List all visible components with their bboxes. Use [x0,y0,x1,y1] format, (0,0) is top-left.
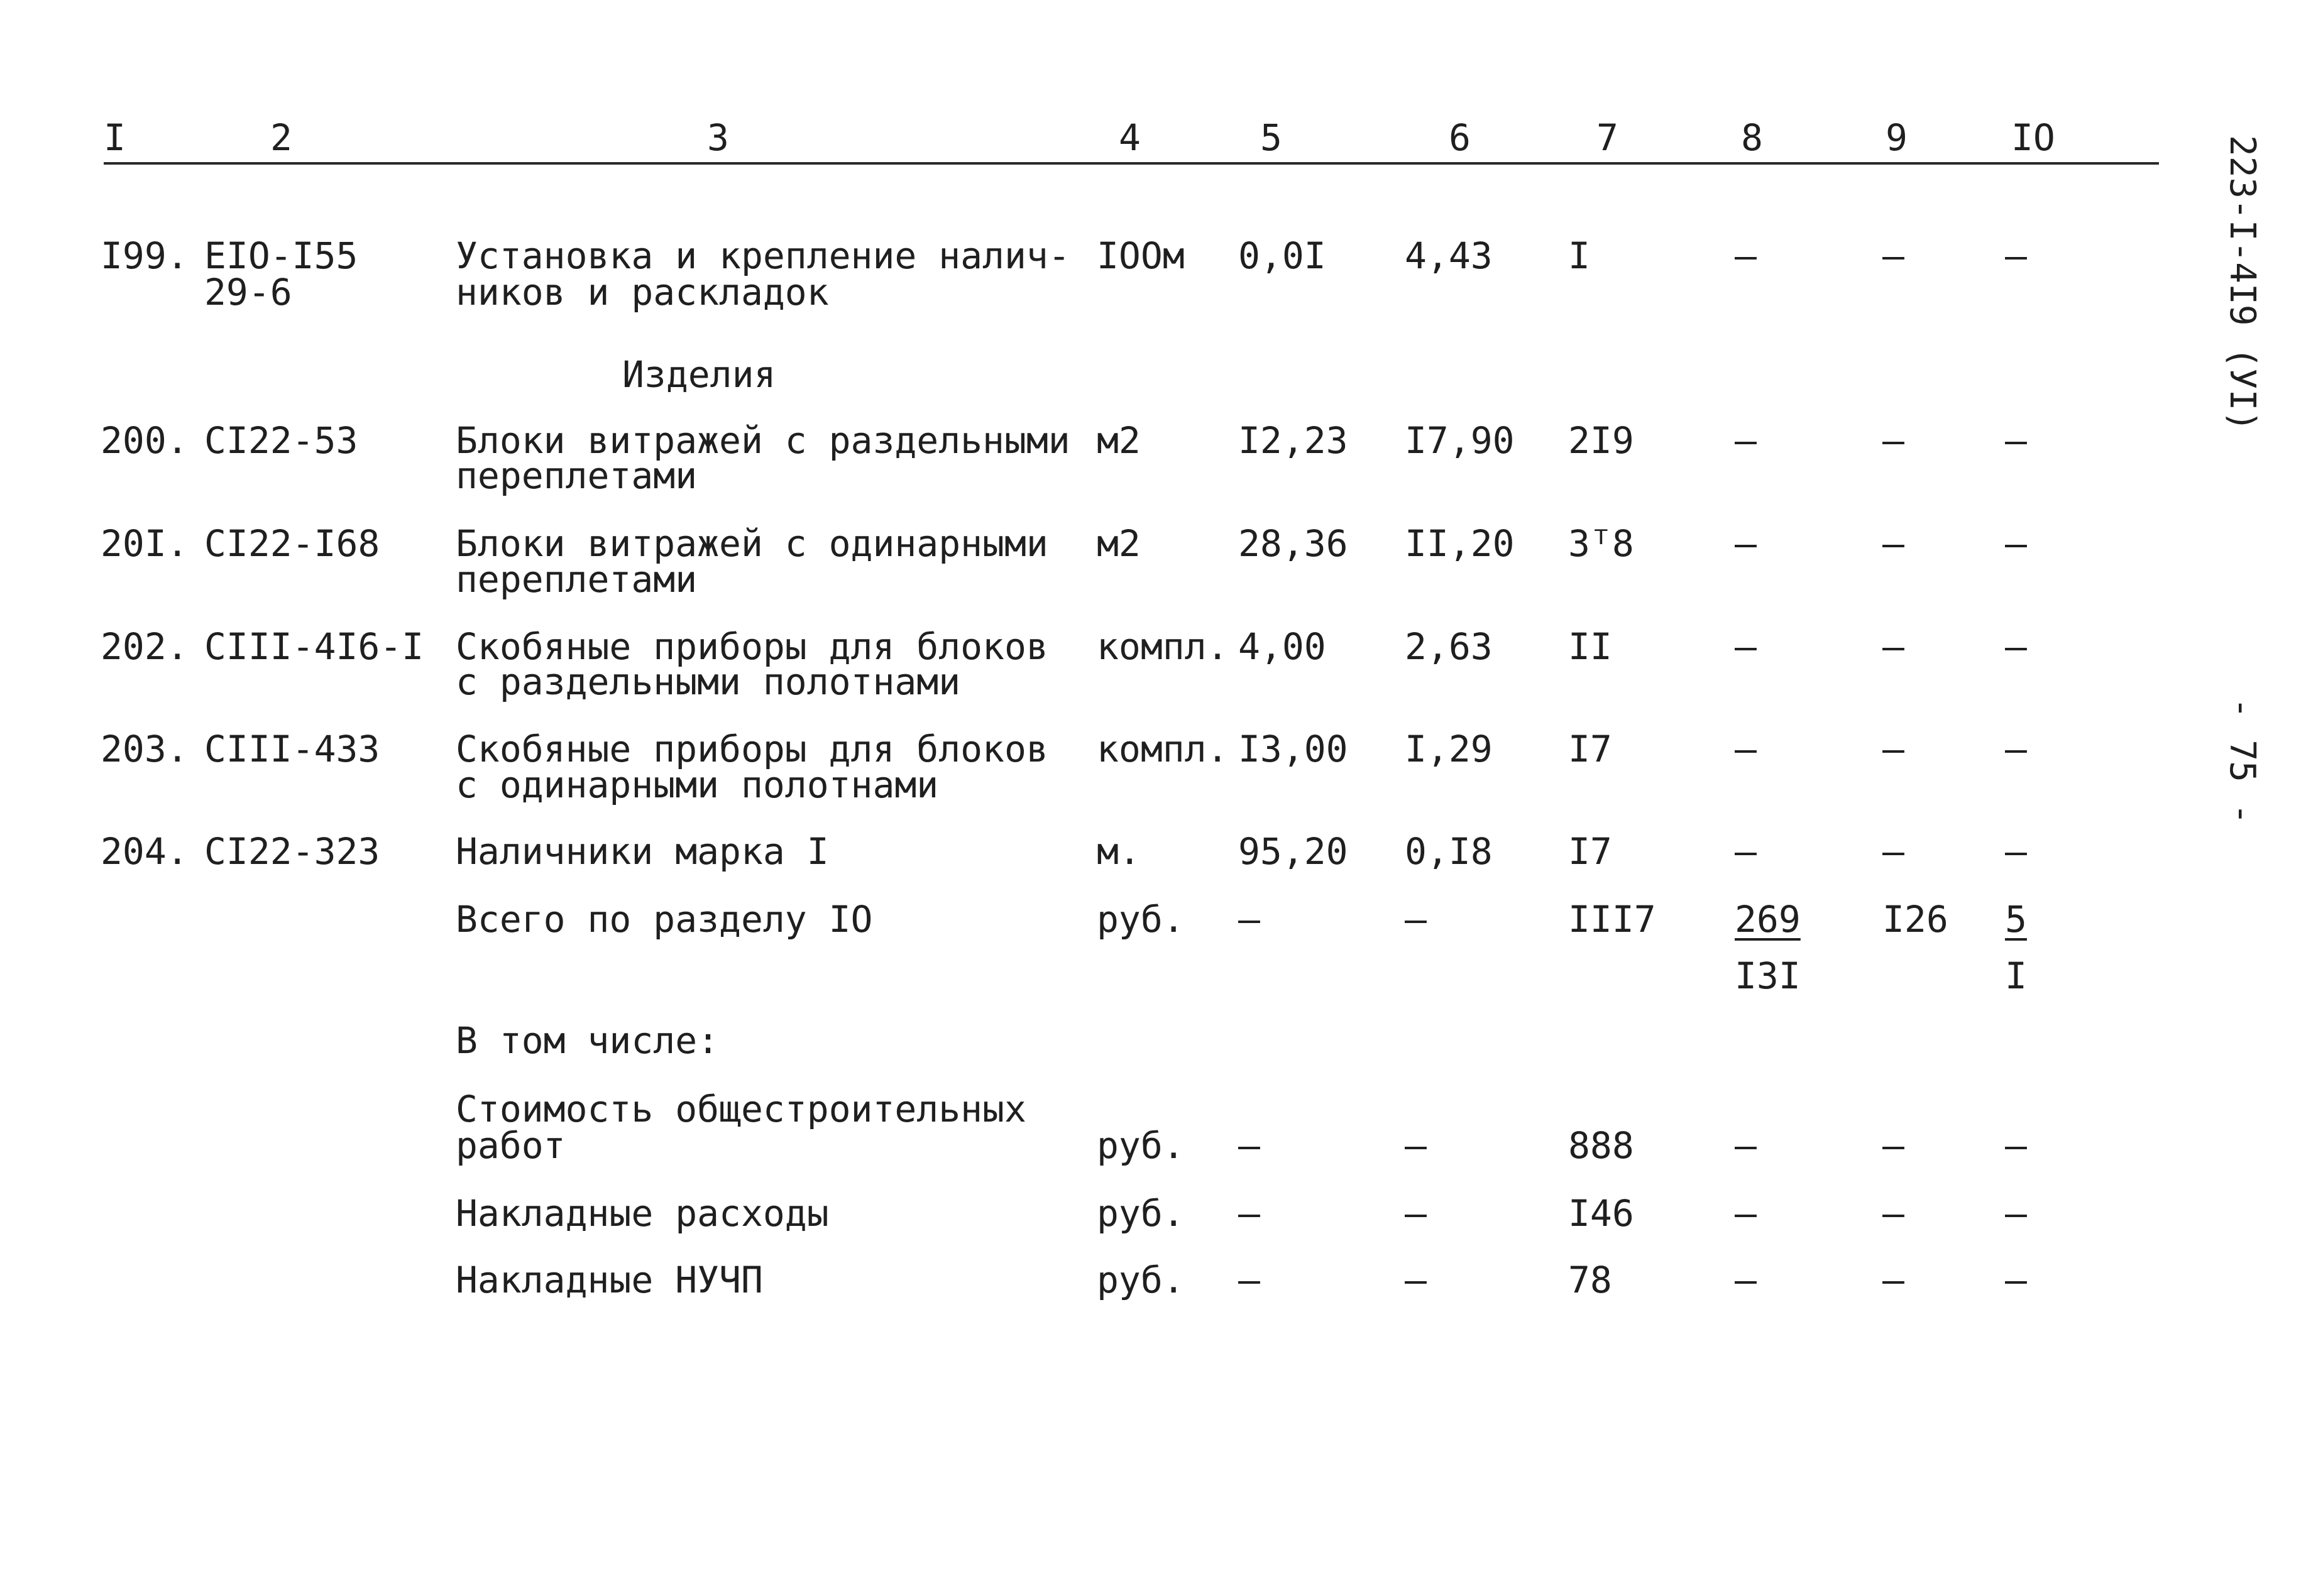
header-col-6: 6 [1449,116,1471,159]
subrow-description: Накладные НУЧП [456,1259,763,1301]
row-description: Наличники марка I [456,830,829,873]
subrow-total: I46 [1568,1192,1634,1235]
total-col8-denominator: I3I [1735,954,1801,997]
row-unit-price: I7,90 [1405,419,1515,462]
header-col-3: 3 [707,116,729,159]
row-col10: – [2005,728,2027,770]
subrow-col10: – [2005,1124,2027,1167]
header-rule [104,162,2159,165]
row-unit: компл. [1097,728,1229,770]
row-code: CI22-53 [204,419,358,462]
subrow-unit: руб. [1097,1192,1185,1235]
row-col10: – [2005,830,2027,873]
subrow-description: Стоимость общестроительных [456,1088,1026,1130]
row-unit: м2 [1097,522,1141,565]
subrow-description: Накладные расходы [456,1192,829,1235]
header-col-2: 2 [270,116,292,159]
subrow-col10: – [2005,1259,2027,1301]
subrow-col10: – [2005,1192,2027,1235]
row-quantity: 95,20 [1238,830,1348,873]
row-total: 3ᵀ8 [1568,522,1634,565]
total-col10-numerator: 5 [2005,898,2027,941]
row-quantity: 4,00 [1238,625,1326,668]
row-col10: – [2005,419,2027,462]
row-total: 2I9 [1568,419,1634,462]
row-total: I [1568,234,1590,277]
row-col9: – [1882,728,1904,770]
total-col9: I26 [1882,898,1948,941]
subrow-quantity: – [1238,1259,1260,1301]
row-unit-price: II,20 [1405,522,1515,565]
row-number: 204. [101,830,189,873]
page-number: - 75 - [2222,697,2263,825]
header-col-8: 8 [1741,116,1763,159]
row-description-cont: переплетами [456,454,698,497]
row-quantity: 0,0I [1238,234,1326,277]
row-description-cont: переплетами [456,558,698,601]
row-unit: компл. [1097,625,1229,668]
row-number: I99. [101,234,189,277]
row-code-secondary: 29-6 [204,271,292,314]
row-col8: – [1735,830,1757,873]
subrow-quantity: – [1238,1192,1260,1235]
total-sum: III7 [1568,898,1656,941]
row-description: Блоки витражей с раздельными [456,419,1070,462]
row-quantity: I2,23 [1238,419,1348,462]
header-col-9: 9 [1886,116,1908,159]
row-code: CI22-323 [204,830,380,873]
row-col8: – [1735,625,1757,668]
subrow-unit-price: – [1405,1259,1427,1301]
row-unit-price: 2,63 [1405,625,1493,668]
row-col9: – [1882,522,1904,565]
row-col10: – [2005,234,2027,277]
row-code: CIII-4I6-I [204,625,424,668]
including-label: В том числе: [456,1019,720,1062]
row-unit-price: 0,I8 [1405,830,1493,873]
subrow-unit-price: – [1405,1192,1427,1235]
row-col8: – [1735,728,1757,770]
row-total: II [1568,625,1612,668]
row-description-cont: с раздельными полотнами [456,660,961,703]
row-total: I7 [1568,728,1612,770]
row-number: 203. [101,728,189,770]
row-description: Скобяные приборы для блоков [456,728,1048,770]
header-col-5: 5 [1260,116,1282,159]
subrow-col9: – [1882,1192,1904,1235]
row-description: Блоки витражей с одинарными [456,522,1048,565]
subrow-col8: – [1735,1124,1757,1167]
row-code: CI22-I68 [204,522,380,565]
total-unit-price: – [1405,898,1427,941]
row-code: CIII-433 [204,728,380,770]
row-total: I7 [1568,830,1612,873]
subrow-total: 888 [1568,1124,1634,1167]
subrow-col9: – [1882,1259,1904,1301]
row-col8: – [1735,419,1757,462]
subrow-col8: – [1735,1192,1757,1235]
row-description: Скобяные приборы для блоков [456,625,1048,668]
row-col9: – [1882,625,1904,668]
row-number: 200. [101,419,189,462]
row-col10: – [2005,625,2027,668]
total-col8-numerator: 269 [1735,898,1801,941]
row-unit-price: I,29 [1405,728,1493,770]
subrow-col8: – [1735,1259,1757,1301]
total-unit: руб. [1097,898,1185,941]
row-col9: – [1882,419,1904,462]
row-unit: м. [1097,830,1141,873]
row-col9: – [1882,234,1904,277]
total-description: Всего по разделу IO [456,898,873,941]
row-col10: – [2005,522,2027,565]
subrow-quantity: – [1238,1124,1260,1167]
row-number: 202. [101,625,189,668]
header-col-10: IO [2011,116,2055,159]
total-col10-denominator: I [2005,954,2027,997]
section-heading: Изделия [622,353,776,396]
document-code: 223-I-4I9 (УI) [2222,135,2263,432]
row-unit: м2 [1097,419,1141,462]
subrow-description-cont: работ [456,1124,566,1167]
subrow-col9: – [1882,1124,1904,1167]
subrow-unit-price: – [1405,1124,1427,1167]
header-col-7: 7 [1596,116,1618,159]
header-col-4: 4 [1119,116,1141,159]
row-col9: – [1882,830,1904,873]
total-quantity: – [1238,898,1260,941]
row-quantity: 28,36 [1238,522,1348,565]
row-description: Установка и крепление налич- [456,234,1070,277]
row-code: EIO-I55 [204,234,358,277]
row-col8: – [1735,234,1757,277]
row-number: 20I. [101,522,189,565]
row-description-cont: с одинарными полотнами [456,763,939,806]
row-unit-price: 4,43 [1405,234,1493,277]
subrow-total: 78 [1568,1259,1612,1301]
row-col8: – [1735,522,1757,565]
row-description-cont: ников и раскладок [456,271,829,314]
subrow-unit: руб. [1097,1124,1185,1167]
row-quantity: I3,00 [1238,728,1348,770]
subrow-unit: руб. [1097,1259,1185,1301]
header-col-1: I [104,116,126,159]
row-unit: IOOм [1097,234,1185,277]
